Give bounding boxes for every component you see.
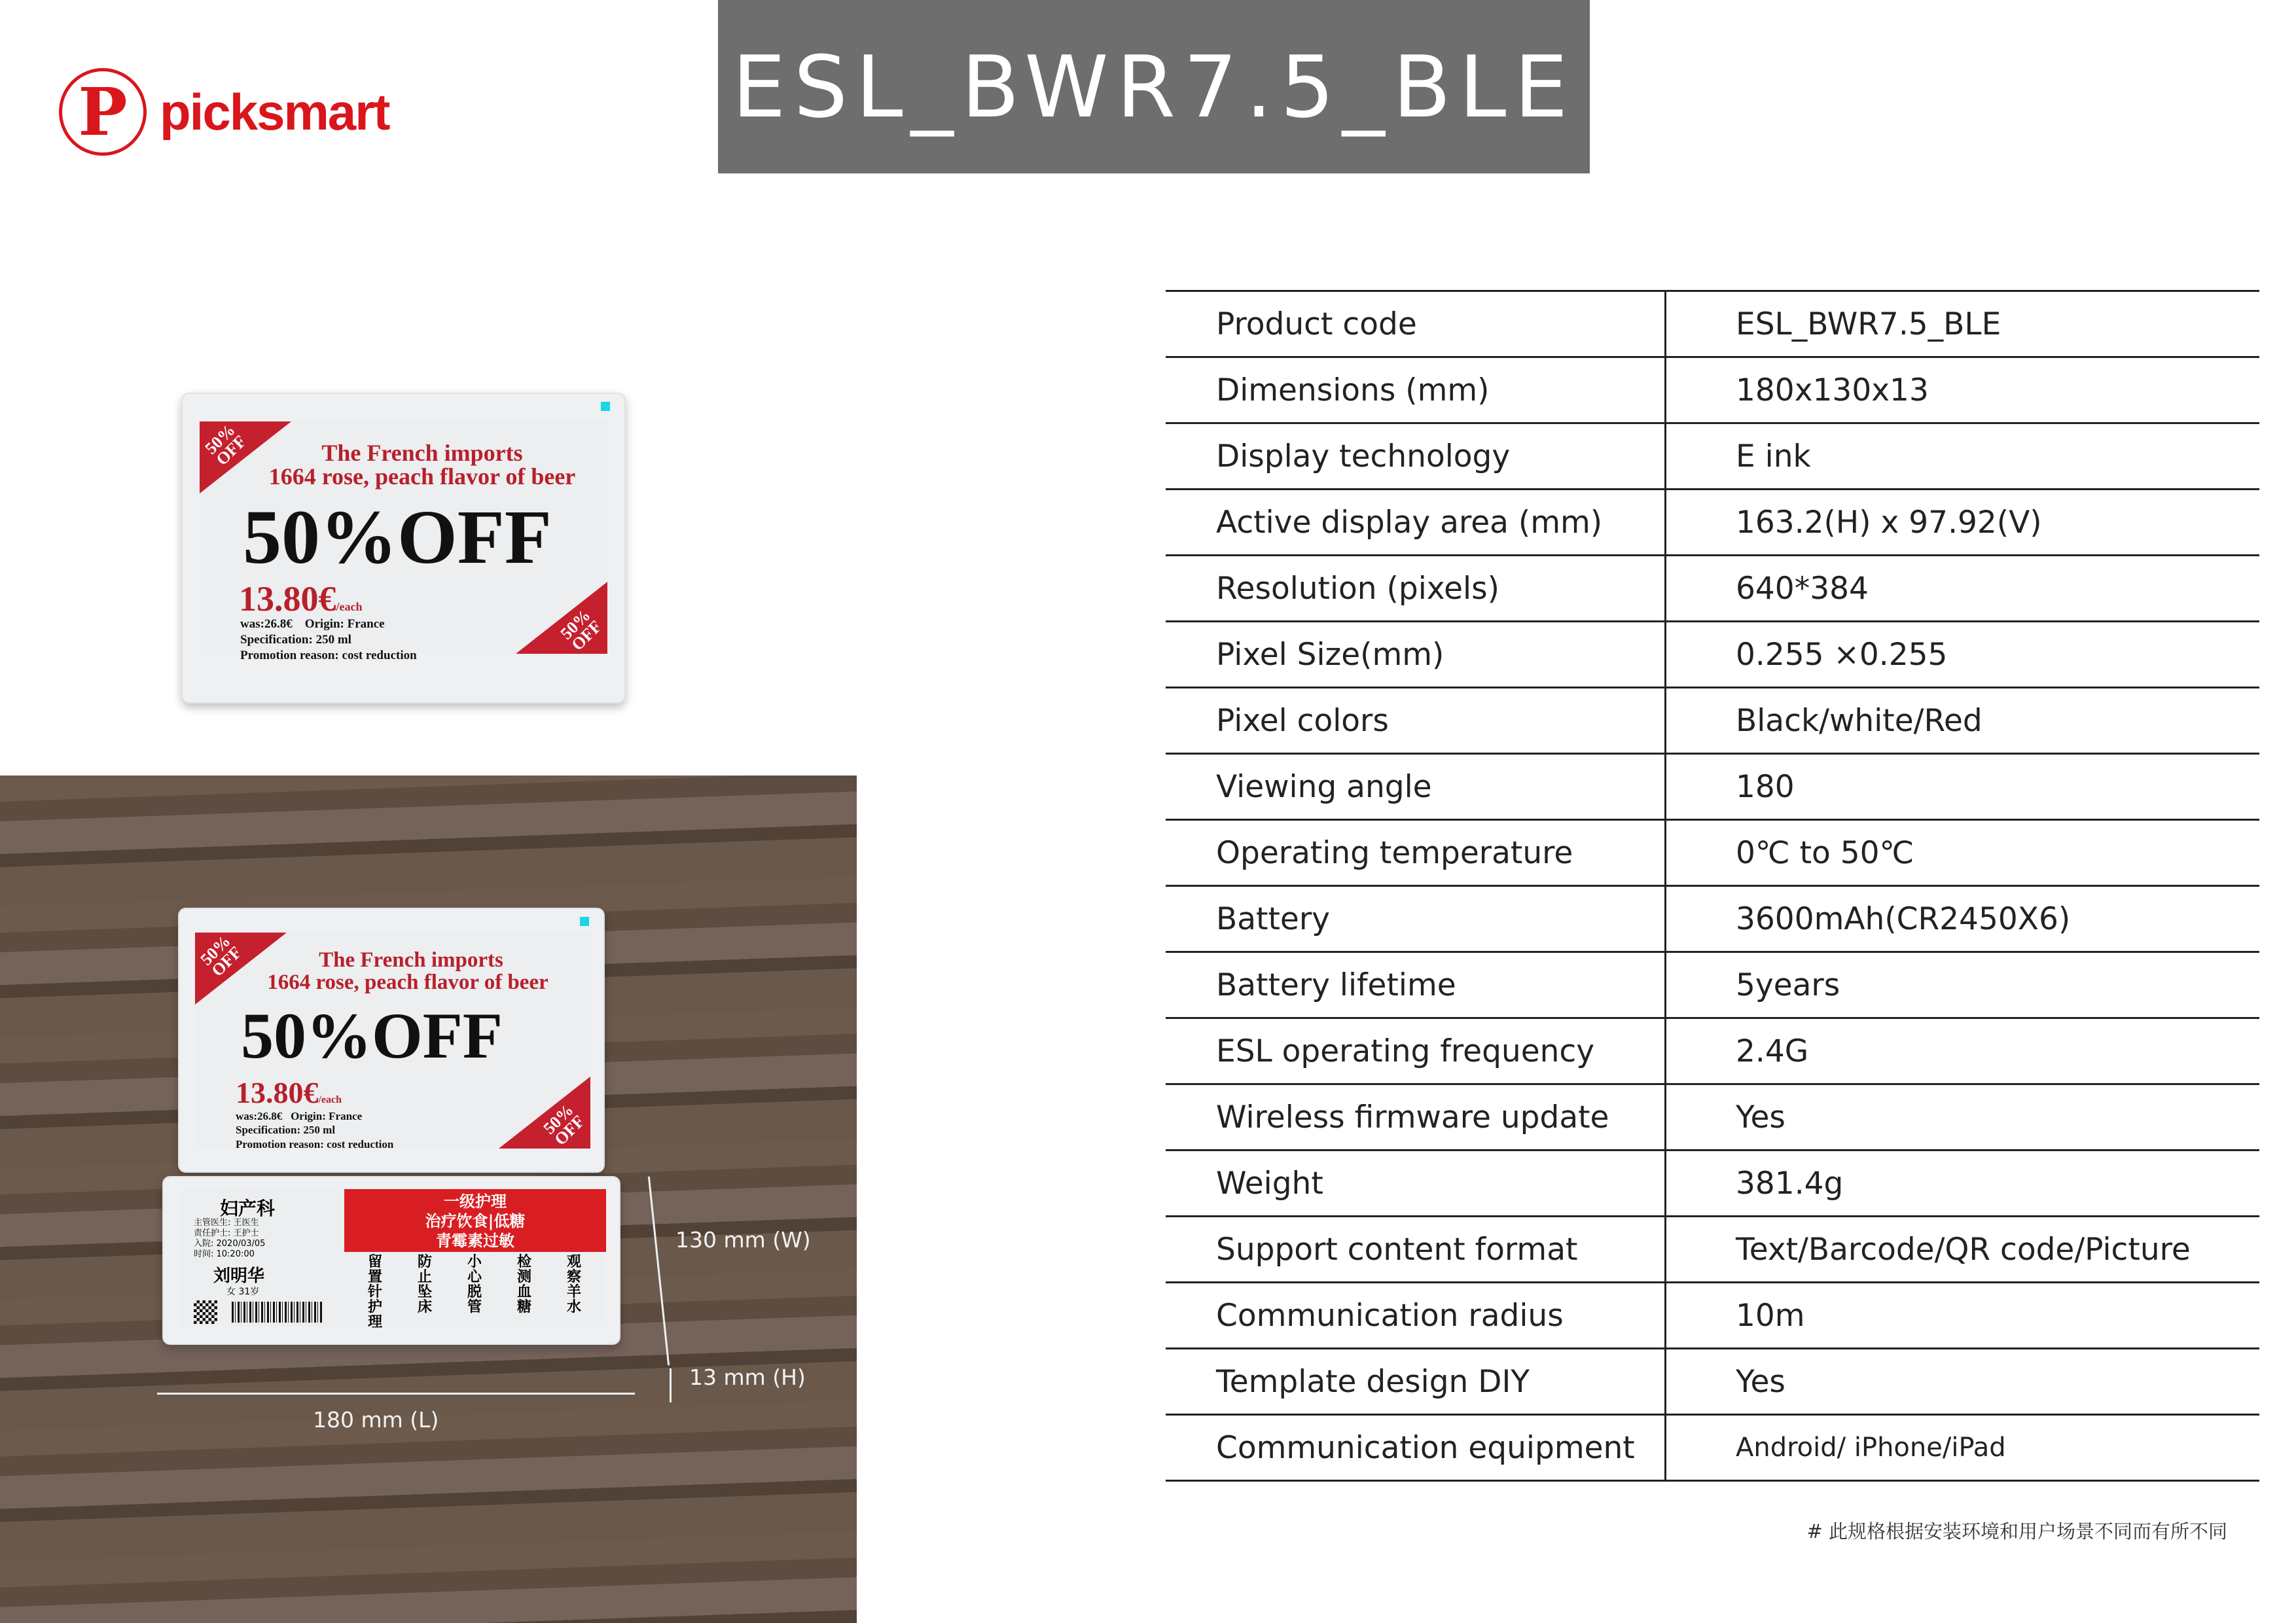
corner-badge-text: 50% OFF <box>556 605 605 654</box>
table-row <box>1166 292 2259 358</box>
care-level: 一级护理 <box>444 1192 507 1211</box>
logo-mark-icon: P <box>59 68 147 156</box>
table-row <box>1166 358 2259 424</box>
patient-name: 刘明华 <box>213 1266 265 1286</box>
spec-label: Operating temperature <box>1166 821 1666 885</box>
spec-value: 180 <box>1736 768 1795 805</box>
product-photo <box>0 776 857 1623</box>
headline-2: 1664 rose, peach flavor of beer <box>267 971 548 994</box>
spec-table <box>1166 290 2259 1482</box>
spec-label: Battery lifetime <box>1166 953 1666 1017</box>
price-value: 13.80€ <box>239 579 336 618</box>
promotion-reason: Promotion reason: cost reduction <box>236 1137 394 1150</box>
spec-label: Template design DIY <box>1166 1349 1666 1414</box>
spec-value: 0.255 ×0.255 <box>1736 636 1948 673</box>
specification: Specification: 250 ml <box>240 632 351 647</box>
brand-logo <box>59 68 389 156</box>
spec-label: Viewing angle <box>1166 755 1666 819</box>
origin: Origin: France <box>304 617 385 631</box>
table-row <box>1166 755 2259 821</box>
spec-label: Active display area (mm) <box>1166 490 1666 554</box>
care-item: 检测血糖 <box>517 1254 532 1315</box>
table-row <box>1166 887 2259 953</box>
esl-lying <box>162 1176 620 1345</box>
details <box>240 616 417 663</box>
table-row <box>1166 556 2259 622</box>
spec-value: Yes <box>1736 1363 1785 1400</box>
nurse: 责任护士: 王护士 <box>194 1228 259 1238</box>
dimension-width: 130 mm (W) <box>675 1227 811 1253</box>
table-row <box>1166 1349 2259 1416</box>
spec-label: ESL operating frequency <box>1166 1019 1666 1083</box>
dimension-line-width <box>648 1177 670 1366</box>
table-row <box>1166 821 2259 887</box>
table-row <box>1166 1151 2259 1217</box>
esl-hospital-screen <box>181 1189 606 1330</box>
specification: Specification: 250 ml <box>236 1124 336 1137</box>
esl-product-front <box>181 393 626 704</box>
price-value: 13.80€ <box>236 1076 319 1109</box>
esl-screen <box>200 420 607 662</box>
was-price: was:26.8€ <box>236 1110 283 1122</box>
table-row <box>1166 424 2259 490</box>
table-row <box>1166 953 2259 1019</box>
origin: Origin: France <box>291 1110 363 1122</box>
spec-value: Yes <box>1736 1099 1785 1135</box>
spec-value: E ink <box>1736 438 1811 474</box>
esl-standing <box>178 908 605 1173</box>
care-item: 防止坠床 <box>418 1254 433 1315</box>
spec-value: Android/ iPhone/iPad <box>1736 1433 2006 1463</box>
brand-name: picksmart <box>160 82 389 141</box>
spec-label: Wireless firmware update <box>1166 1085 1666 1149</box>
spec-label: Pixel Size(mm) <box>1166 622 1666 687</box>
discount-text: 50%OFF <box>241 999 503 1072</box>
table-row <box>1166 622 2259 688</box>
price-unit: /each <box>336 600 363 613</box>
care-item: 观察羊水 <box>567 1254 582 1315</box>
allergy: 青霉素过敏 <box>436 1232 514 1250</box>
table-row <box>1166 1217 2259 1283</box>
details <box>236 1109 393 1151</box>
spec-label: Weight <box>1166 1151 1666 1215</box>
spec-value: 3600mAh(CR2450X6) <box>1736 901 2071 937</box>
barcode-icon <box>232 1302 323 1323</box>
table-row <box>1166 688 2259 755</box>
corner-badge-text: 50% OFF <box>201 420 250 469</box>
qr-code-icon <box>194 1300 217 1324</box>
department: 妇产科 <box>220 1198 276 1219</box>
admission-time: 时间: 10:20:00 <box>194 1249 255 1259</box>
spec-label: Resolution (pixels) <box>1166 556 1666 620</box>
promotion-reason: Promotion reason: cost reduction <box>240 648 417 662</box>
spec-value: 0℃ to 50℃ <box>1736 834 1914 871</box>
spec-value: ESL_BWR7.5_BLE <box>1736 306 2001 342</box>
dimension-length: 180 mm (L) <box>313 1407 439 1433</box>
care-item: 小心脱管 <box>467 1254 482 1315</box>
footnote: # 此规格根据安装环境和用户场景不同而有所不同 <box>1806 1520 2227 1543</box>
led-indicator <box>601 402 610 411</box>
red-panel <box>344 1189 606 1252</box>
spec-label: Battery <box>1166 887 1666 951</box>
spec-value: 640*384 <box>1736 570 1869 607</box>
headline-1: The French imports <box>319 948 503 972</box>
table-row <box>1166 1416 2259 1482</box>
table-row <box>1166 1283 2259 1349</box>
dimension-line-height <box>670 1368 672 1402</box>
price-unit: /each <box>318 1094 342 1105</box>
spec-value: Black/white/Red <box>1736 702 1982 739</box>
esl-screen <box>195 933 590 1149</box>
spec-label: Support content format <box>1166 1217 1666 1281</box>
headline-1: The French imports <box>321 440 523 466</box>
admission-date: 入院: 2020/03/05 <box>194 1239 266 1249</box>
spec-value: 2.4G <box>1736 1033 1809 1069</box>
dimension-height: 13 mm (H) <box>689 1364 806 1390</box>
spec-label: Communication equipment <box>1166 1416 1666 1480</box>
corner-badge-text: 50% OFF <box>196 931 245 980</box>
table-row <box>1166 1019 2259 1085</box>
care-item: 留置针护理 <box>368 1254 383 1330</box>
spec-label: Communication radius <box>1166 1283 1666 1347</box>
spec-label: Display technology <box>1166 424 1666 488</box>
led-indicator <box>580 917 589 926</box>
spec-value: 5years <box>1736 967 1840 1003</box>
patient-info: 女 31岁 <box>226 1287 260 1297</box>
discount-text: 50%OFF <box>243 494 552 580</box>
spec-value: 10m <box>1736 1297 1805 1334</box>
spec-label: Product code <box>1166 292 1666 356</box>
corner-badge-text: 50% OFF <box>539 1100 588 1149</box>
staff-info <box>194 1218 265 1260</box>
care-columns <box>351 1255 600 1330</box>
table-row <box>1166 1085 2259 1151</box>
price <box>236 1078 342 1108</box>
spec-value: 180x130x13 <box>1736 372 1929 408</box>
table-row <box>1166 490 2259 556</box>
spec-value: 381.4g <box>1736 1165 1844 1202</box>
price <box>239 581 363 616</box>
page-title: ESL_BWR7.5_BLE <box>732 37 1576 137</box>
doctor: 主管医生: 王医生 <box>194 1218 259 1228</box>
headline-2: 1664 rose, peach flavor of beer <box>268 463 576 490</box>
dimension-line-length <box>157 1393 635 1395</box>
spec-label: Dimensions (mm) <box>1166 358 1666 422</box>
title-banner <box>718 0 1590 173</box>
was-price: was:26.8€ <box>240 617 293 631</box>
spec-value: Text/Barcode/QR code/Picture <box>1736 1231 2191 1268</box>
diet: 治疗饮食|低糖 <box>425 1212 526 1230</box>
spec-label: Pixel colors <box>1166 688 1666 753</box>
spec-value: 163.2(H) x 97.92(V) <box>1736 504 2042 541</box>
